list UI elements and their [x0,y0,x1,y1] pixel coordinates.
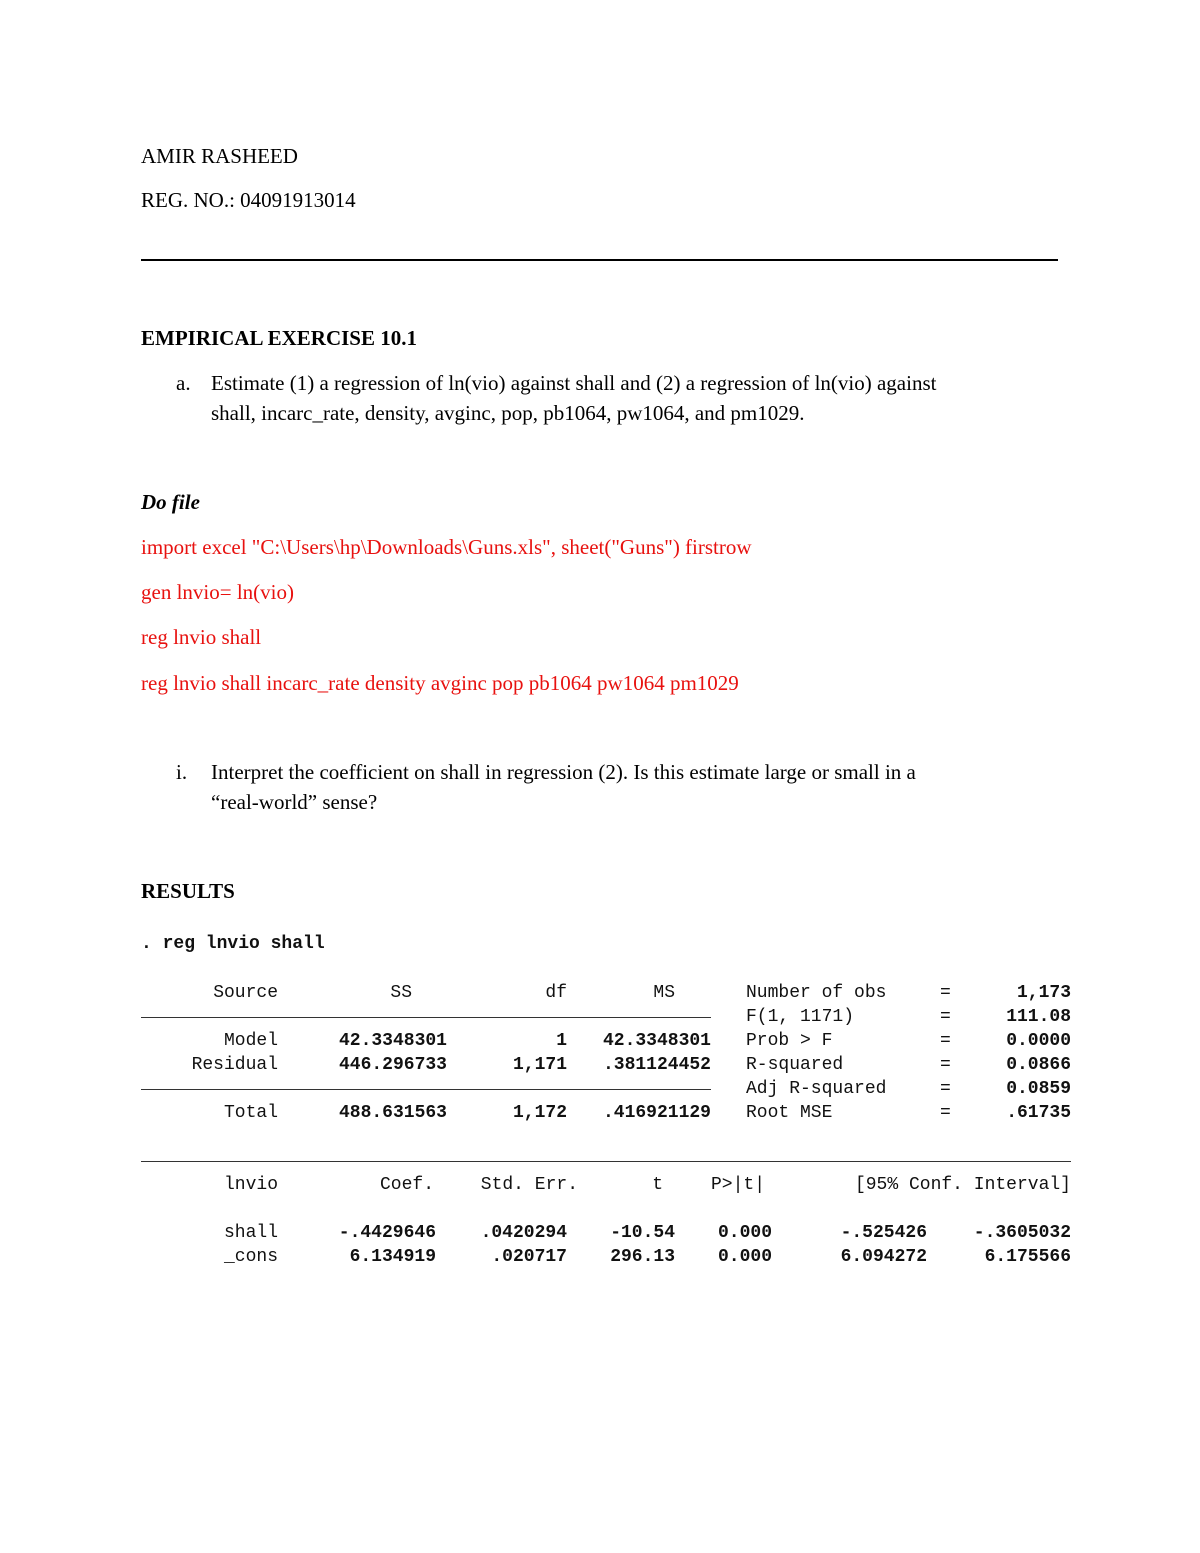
part-a-text-line2: shall, incarc_rate, density, avginc, pop, pb1064, pw1064, and pm1029. [211,401,805,425]
coef-ci-high: 6.175566 [984,1247,1071,1267]
anova-header-df: df [545,983,567,1003]
stat-label: Root MSE [746,1103,833,1123]
stata-command: . reg lnvio shall [141,934,325,954]
stat-value: 1,173 [1016,983,1071,1003]
part-i-text-line2: “real-world” sense? [211,790,378,814]
header-divider [141,259,1058,261]
coef-ci-high: -.3605032 [973,1223,1071,1243]
stat-value: 111.08 [1006,1007,1071,1027]
coef-t: 296.13 [610,1247,675,1267]
coef-p: 0.000 [717,1223,772,1243]
anova-source: Residual [191,1055,278,1075]
anova-header-source: Source [213,983,278,1003]
part-i-marker: i. [176,760,188,784]
coef-p: 0.000 [717,1247,772,1267]
coef-header-t: t [652,1175,663,1195]
coef-se: .0420294 [480,1223,567,1243]
registration-number: REG. NO.: 04091913014 [141,188,356,212]
stat-equals: = [940,1079,951,1099]
coef-header-p: P>|t| [711,1175,766,1195]
coef-var: _cons [223,1247,278,1267]
coef-header-se: Std. Err. [480,1175,578,1195]
anova-df: 1,171 [512,1055,567,1075]
anova-df: 1 [556,1031,567,1051]
coef-rule-top [141,1161,1071,1162]
anova-rule-bottom [141,1089,711,1090]
anova-header-ms: MS [653,983,675,1003]
stat-label: Prob > F [746,1031,833,1051]
coef-var: shall [223,1223,278,1243]
anova-header-ss: SS [390,983,412,1003]
stat-label: Adj R-squared [746,1079,887,1099]
do-file-label: Do file [141,490,200,514]
stat-value: 0.0000 [1006,1031,1071,1051]
student-name: AMIR RASHEED [141,144,298,168]
stat-equals: = [940,1055,951,1075]
code-line-reg1: reg lnvio shall [141,625,262,649]
stat-label: Number of obs [746,983,887,1003]
results-label: RESULTS [141,879,235,903]
stat-value: 0.0859 [1006,1079,1071,1099]
anova-ss: 42.3348301 [338,1031,447,1051]
stat-label: F(1, 1171) [746,1007,855,1027]
anova-ms: .416921129 [602,1103,711,1123]
stat-label: R-squared [746,1055,844,1075]
stat-equals: = [940,1007,951,1027]
coef-se: .020717 [491,1247,567,1267]
coef-header-ci: [95% Conf. Interval] [854,1175,1071,1195]
coef-t: -10.54 [610,1223,675,1243]
part-a-text-line1: Estimate (1) a regression of ln(vio) against shall and (2) a regression of ln(vio) against [211,371,937,395]
part-i-text-line1: Interpret the coefficient on shall in regression (2). Is this estimate large or small in a [211,760,916,784]
code-line-reg2: reg lnvio shall incarc_rate density avginc pop pb1064 pw1064 pm1029 [141,671,739,695]
anova-ms: 42.3348301 [602,1031,711,1051]
code-line-gen: gen lnvio= ln(vio) [141,580,294,604]
stat-equals: = [940,983,951,1003]
anova-rule-top [141,1017,711,1018]
stat-equals: = [940,1103,951,1123]
stat-equals: = [940,1031,951,1051]
coef-ci-low: 6.094272 [840,1247,927,1267]
stat-value: 0.0866 [1006,1055,1071,1075]
anova-source: Total [223,1103,278,1123]
anova-ms: .381124452 [602,1055,711,1075]
coef-header-depvar: lnvio [223,1175,278,1195]
anova-ss: 488.631563 [338,1103,447,1123]
exercise-title: EMPIRICAL EXERCISE 10.1 [141,326,417,350]
stat-value: .61735 [1006,1103,1071,1123]
anova-df: 1,172 [512,1103,567,1123]
code-line-import: import excel "C:\Users\hp\Downloads\Guns.xls", sheet("Guns") firstrow [141,535,752,559]
coef-value: 6.134919 [349,1247,436,1267]
anova-ss: 446.296733 [338,1055,447,1075]
coef-header-coef: Coef. [379,1175,434,1195]
coef-value: -.4429646 [338,1223,436,1243]
anova-source: Model [223,1031,278,1051]
part-a-marker: a. [176,371,191,395]
coef-ci-low: -.525426 [840,1223,927,1243]
